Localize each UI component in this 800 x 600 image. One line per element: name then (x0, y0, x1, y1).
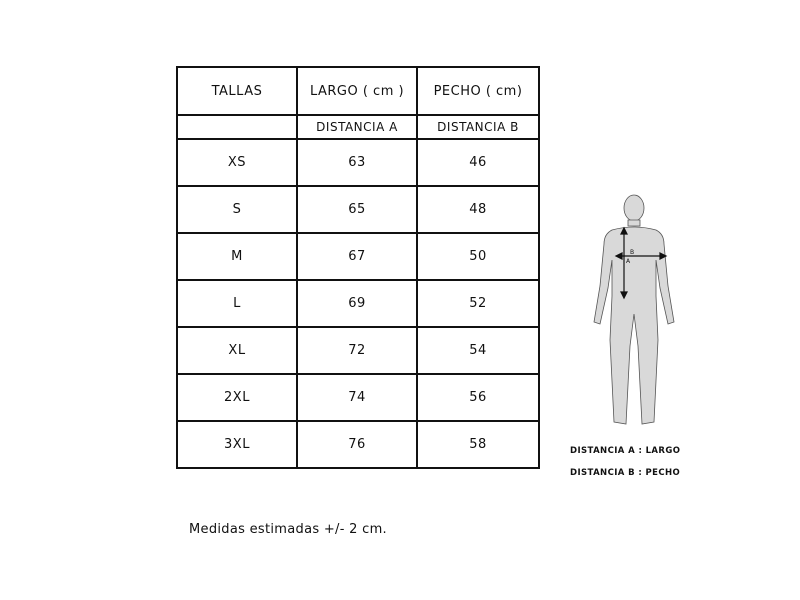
legend-distance-a: DISTANCIA A : LARGO (570, 446, 681, 456)
label-b: B (630, 249, 635, 256)
size-cell: XL (177, 327, 297, 374)
table-row (177, 327, 539, 374)
label-a: A (626, 258, 631, 265)
size-cell: XS (177, 139, 297, 186)
chest-cell: 46 (417, 139, 539, 186)
length-cell: 72 (297, 327, 417, 374)
header-cell-sizes: TALLAS (177, 67, 297, 115)
body-measurement-figure (574, 190, 694, 440)
size-cell: 3XL (177, 421, 297, 468)
table-row (177, 421, 539, 468)
length-cell: 67 (297, 233, 417, 280)
legend-distance-b: DISTANCIA B : PECHO (570, 468, 681, 478)
body-silhouette (594, 195, 674, 424)
header-row (177, 67, 539, 115)
chest-cell: 48 (417, 186, 539, 233)
subheader-cell-blank (177, 115, 297, 139)
length-cell: 76 (297, 421, 417, 468)
length-cell: 69 (297, 280, 417, 327)
chest-cell: 54 (417, 327, 539, 374)
table-row (177, 280, 539, 327)
header-cell-length: LARGO ( cm ) (297, 67, 417, 115)
subheader-cell-distance-b: DISTANCIA B (417, 115, 539, 139)
measurement-note: Medidas estimadas +/- 2 cm. (189, 522, 387, 537)
length-cell: 63 (297, 139, 417, 186)
length-cell: 74 (297, 374, 417, 421)
length-cell: 65 (297, 186, 417, 233)
size-cell: L (177, 280, 297, 327)
size-cell: 2XL (177, 374, 297, 421)
table-row (177, 186, 539, 233)
chest-cell: 50 (417, 233, 539, 280)
chest-cell: 52 (417, 280, 539, 327)
chest-cell: 56 (417, 374, 539, 421)
size-chart-table (176, 66, 540, 469)
chest-cell: 58 (417, 421, 539, 468)
size-cell: S (177, 186, 297, 233)
size-cell: M (177, 233, 297, 280)
subheader-cell-distance-a: DISTANCIA A (297, 115, 417, 139)
subheader-row (177, 115, 539, 139)
table-row (177, 139, 539, 186)
table-row (177, 374, 539, 421)
header-cell-chest: PECHO ( cm) (417, 67, 539, 115)
table-row (177, 233, 539, 280)
